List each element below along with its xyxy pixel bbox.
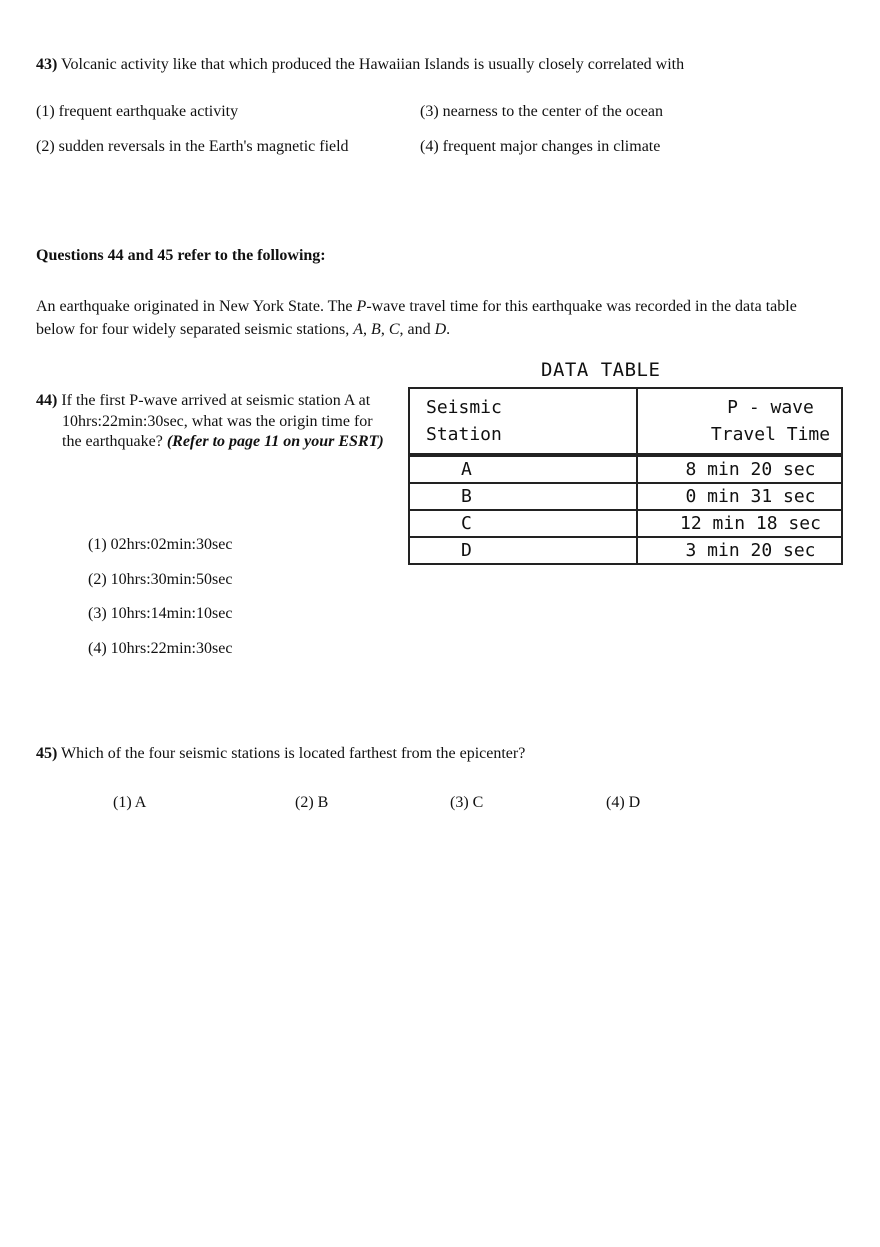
q45-choice-2[interactable]: (2) B — [295, 794, 329, 811]
table-row — [409, 510, 842, 537]
esrt-reference: (Refer to page 11 on your ESRT) — [166, 433, 384, 450]
section-heading: Questions 44 and 45 refer to the following: — [36, 247, 326, 264]
station-cell: B — [409, 483, 637, 510]
station-cell: C — [409, 510, 637, 537]
time-cell: 0 min 31 sec — [637, 483, 842, 510]
header-seismic-station: Seismic Station — [409, 388, 637, 455]
table-row — [409, 455, 842, 483]
data-table-title: DATA TABLE — [541, 359, 661, 381]
time-cell: 3 min 20 sec — [637, 537, 842, 564]
question-text: Volcanic activity like that which produced the Hawaiian Islands is usually closely correlated with — [61, 56, 685, 73]
q43-choice-2[interactable]: (2) sudden reversals in the Earth's magnetic field — [36, 138, 349, 155]
header-travel-time: P - wave Travel Time — [637, 388, 842, 455]
question-text: If the first P-wave arrived at seismic station A at 10hrs:22min:30sec, what was the origin time for the earthquake? — [61, 392, 373, 450]
intro-paragraph: An earthquake originated in New York State. The P-wave travel time for this earthquake was recorded in the data table below for four widely separated seismic stations, A, B, C, and D. — [36, 298, 797, 338]
q45-choice-1[interactable]: (1) A — [113, 794, 147, 811]
q45-choice-4[interactable]: (4) D — [606, 794, 641, 811]
question-number: 45) — [36, 745, 58, 762]
table-header-row — [409, 388, 842, 455]
q43-choice-3[interactable]: (3) nearness to the center of the ocean — [420, 103, 663, 120]
q44-choice-2[interactable]: (2) 10hrs:30min:50sec — [88, 571, 233, 588]
q44-choice-3[interactable]: (3) 10hrs:14min:10sec — [88, 605, 233, 622]
station-cell: A — [409, 455, 637, 483]
q44-choice-4[interactable]: (4) 10hrs:22min:30sec — [88, 640, 233, 657]
data-table — [408, 387, 843, 565]
q44-choice-1[interactable]: (1) 02hrs:02min:30sec — [88, 536, 233, 553]
time-cell: 8 min 20 sec — [637, 455, 842, 483]
question-43 — [36, 56, 684, 74]
table-row — [409, 537, 842, 564]
q43-choice-4[interactable]: (4) frequent major changes in climate — [420, 138, 661, 155]
question-44 — [36, 391, 396, 453]
question-number: 43) — [36, 56, 58, 73]
question-45 — [36, 745, 525, 763]
time-cell: 12 min 18 sec — [637, 510, 842, 537]
station-cell: D — [409, 537, 637, 564]
question-number: 44) — [36, 392, 58, 409]
table-row — [409, 483, 842, 510]
q45-choice-3[interactable]: (3) C — [450, 794, 484, 811]
question-text: Which of the four seismic stations is located farthest from the epicenter? — [61, 745, 526, 762]
q43-choice-1[interactable]: (1) frequent earthquake activity — [36, 103, 239, 120]
